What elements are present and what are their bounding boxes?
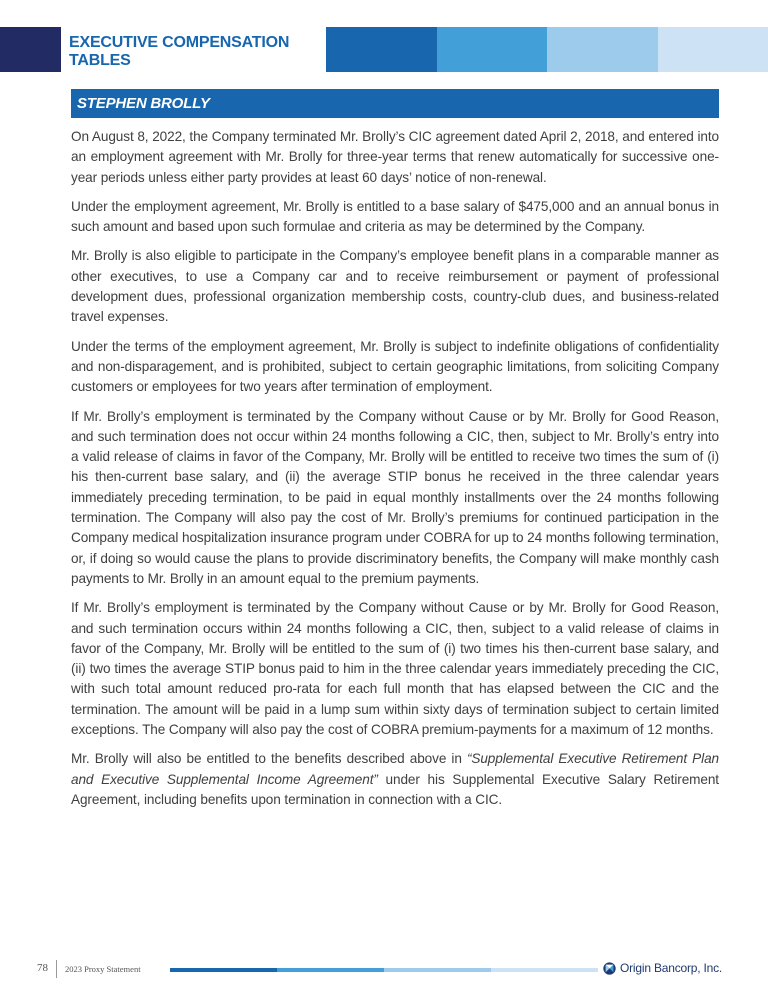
page-section-title <box>69 34 329 70</box>
company-brand <box>603 961 722 975</box>
footer-line-segment-2 <box>277 968 384 972</box>
page-footer <box>0 958 768 982</box>
footer-line-segment-1 <box>170 968 277 972</box>
footer-line-segment-3 <box>384 968 491 972</box>
section-heading-bar <box>71 89 719 118</box>
paragraph: If Mr. Brolly’s employment is terminated by the Company without Cause or by Mr. Brolly for Good Reason, and such termination does not occur within 24 months following a CIC, then, subject to Mr. Brolly’s entry into a valid release of claims in favor of the Company, Mr. Brolly will be entitled to receive two times the sum of (i) his then-current base salary, and (ii) the average STIP bonus he received in the three calendar years immediately preceding termination, to be paid in equal monthly installments over the 24 months following termination. The Company will also pay the cost of Mr. Brolly’s premiums for continued participation in the Company medical hospitalization insurance program under COBRA for up to 24 months following termination, or, if doing so would cause the plans to provide discriminatory benefits, the Company will make monthly cash payments to Mr. Brolly in an amount equal to the premium payments. <box>71 408 719 586</box>
page-number: 78 <box>37 962 48 974</box>
paragraph: Under the employment agreement, Mr. Brolly is entitled to a base salary of $475,000 and an annual bonus in such amount and based upon such formulae and criteria as may be determined by the Company. <box>71 198 719 235</box>
footer-separator <box>56 960 57 978</box>
plan-title-reference: “Supplemental Executive Retirement Plan and Executive Supplemental Income Agreement” <box>71 751 719 787</box>
paragraph-final <box>71 749 719 810</box>
paragraph-final-pre: Mr. Brolly will also be entitled to the benefits described above in <box>71 751 467 767</box>
body-text <box>71 127 719 819</box>
paragraph: On August 8, 2022, the Company terminated Mr. Brolly’s CIC agreement dated April 2, 2018, and entered into an employment agreement with Mr. Brolly for three-year terms that renew automatically for successive one-year periods unless either party provides at least 60 days’ notice of non-renewal. <box>71 129 719 185</box>
header-color-blocks <box>326 27 768 72</box>
company-name: Origin Bancorp, Inc. <box>620 961 723 975</box>
header-accent-square <box>0 27 61 72</box>
header-block-1 <box>326 27 437 72</box>
page-section-title-line2: TABLES <box>69 52 131 69</box>
page-section-title-line1: EXECUTIVE COMPENSATION <box>69 34 290 51</box>
document-label: 2023 Proxy Statement <box>65 964 141 974</box>
paragraph: Under the terms of the employment agreement, Mr. Brolly is subject to indefinite obligations of confidentiality and non-disparagement, and is prohibited, subject to certain geographic limitations, from soliciting Company customers or employees for two years after termination of employment. <box>71 338 719 395</box>
paragraph-final-post: under his Supplemental Executive Salary Retirement Agreement, including benefits upon termination in connection with a CIC. <box>71 771 719 807</box>
paragraph: Mr. Brolly is also eligible to participate in the Company’s employee benefit plans in a comparable manner as other executives, to use a Company car and to receive reimbursement or payment of professional development dues, professional organization membership costs, country-club dues, and business-related travel expenses. <box>71 248 719 325</box>
origin-logo-icon <box>603 962 616 975</box>
header-block-2 <box>437 27 548 72</box>
header-block-4 <box>658 27 768 72</box>
footer-line-segment-4 <box>491 968 598 972</box>
header-block-3 <box>547 27 658 72</box>
footer-color-line <box>170 968 598 972</box>
paragraph: If Mr. Brolly’s employment is terminated by the Company without Cause or by Mr. Brolly for Good Reason, and such termination occurs within 24 months following a CIC, then, subject to a valid release of claims in favor of the Company, Mr. Brolly will be entitled to the sum of (i) two times his then-current base salary, and (ii) two times the average STIP bonus paid to him in the three calendar years immediately preceding the CIC, with such total amount reduced pro-rata for each full month that has elapsed between the CIC and the termination. The amount will be paid in a lump sum within sixty days of termination subject to certain limited exceptions. The Company will also pay the cost of COBRA premium-payments for a maximum of 12 months. <box>71 600 719 738</box>
section-heading: STEPHEN BROLLY <box>77 95 210 112</box>
